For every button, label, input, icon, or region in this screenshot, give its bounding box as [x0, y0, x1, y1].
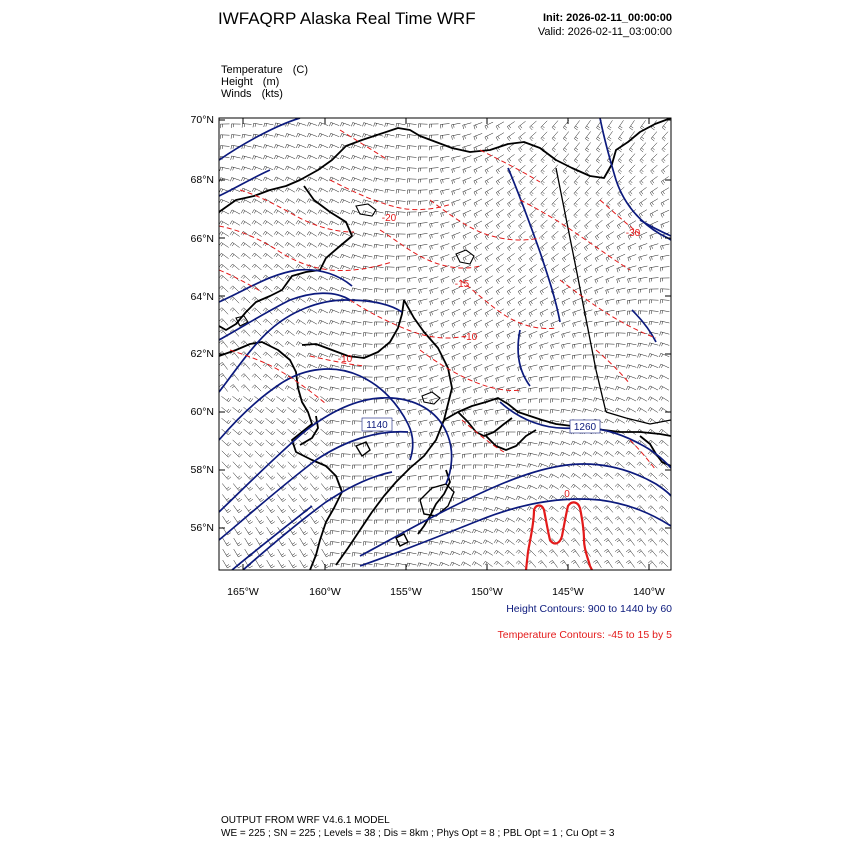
lon-label: 155°W [390, 586, 422, 598]
border-line [556, 168, 606, 412]
temp-label: -15 [454, 279, 470, 290]
lat-label: 58°N [190, 464, 214, 476]
temp-label: -10 [337, 354, 353, 365]
field-unit: (C) [292, 64, 309, 76]
height-label: 1140 [366, 420, 388, 431]
lon-label: 160°W [309, 586, 341, 598]
temp-label: -10 [462, 332, 478, 343]
temp-label: 0 [564, 489, 570, 500]
valid-time: Valid: 2026-02-11_03:00:00 [537, 26, 672, 38]
lat-label: 60°N [190, 406, 214, 418]
field-name: Temperature [221, 64, 283, 76]
lon-label: 165°W [227, 586, 259, 598]
border-line [606, 412, 671, 424]
temp-label: -20 [381, 213, 397, 224]
field-name: Winds [221, 88, 252, 100]
field-unit: (kts) [261, 88, 283, 100]
longitude-labels [227, 586, 665, 598]
height-label: 1260 [573, 422, 597, 433]
field-name: Height [221, 76, 253, 88]
lat-label: 68°N [190, 174, 214, 186]
lat-label: 64°N [190, 291, 214, 303]
temperature-contour-note: Temperature Contours: -45 to 15 by 5 [497, 629, 672, 641]
model-info-line2: WE = 225 ; SN = 225 ; Levels = 38 ; Dis = 8km ; Phys Opt = 8 ; PBL Opt = 1 ; Cu Opt = 3 [221, 828, 615, 839]
temp-label: -30 [625, 228, 641, 239]
lat-label: 70°N [190, 114, 214, 126]
latitude-labels [191, 114, 214, 534]
lat-label: 66°N [190, 233, 214, 245]
islands [356, 442, 454, 546]
map-title: IWFAQRP Alaska Real Time WRF [218, 9, 476, 28]
lat-label: 56°N [190, 522, 214, 534]
lon-label: 140°W [633, 586, 665, 598]
lon-label: 150°W [471, 586, 503, 598]
init-time: Init: 2026-02-11_00:00:00 [542, 12, 672, 24]
zero-contour [526, 502, 592, 570]
field-unit: (m) [262, 76, 280, 88]
model-info-line1: OUTPUT FROM WRF V4.6.1 MODEL [221, 815, 390, 826]
lon-label: 145°W [552, 586, 584, 598]
lat-label: 62°N [190, 348, 214, 360]
height-contour-note: Height Contours: 900 to 1440 by 60 [506, 603, 672, 615]
